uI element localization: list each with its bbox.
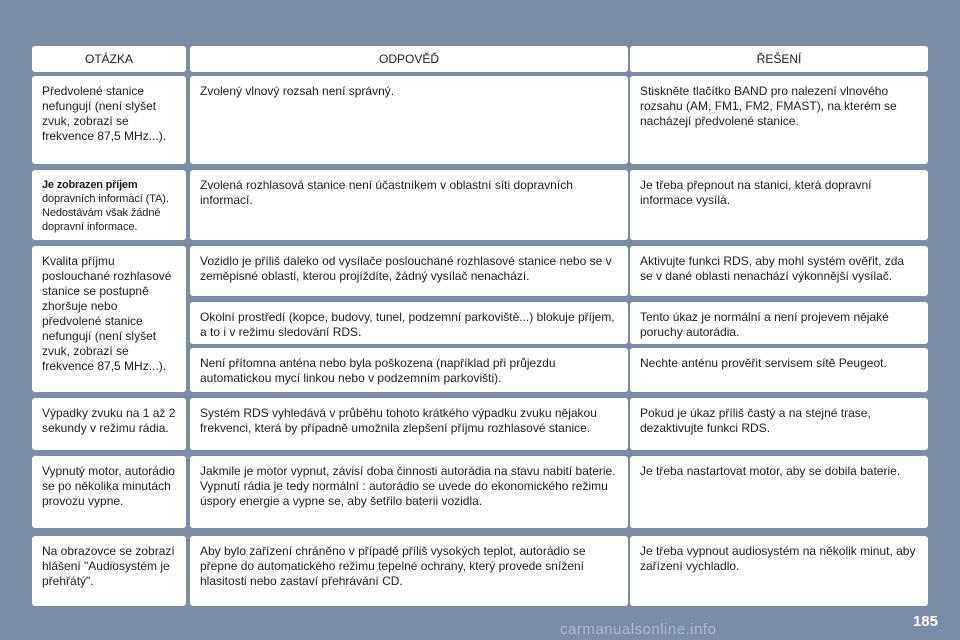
row-2-answer bbox=[190, 170, 628, 240]
row-1-question bbox=[32, 76, 186, 164]
row-3-question-text: Kvalita příjmu poslouchané rozhlasové stanice se postupně zhoršuje nebo předvolené stanice nefungují (není slyšet zvuk, zobrazí se frekvence 87,5 MHz...). bbox=[42, 254, 172, 373]
row-5-answer-text: Jakmile je motor vypnut, závisí doba činnosti autorádia na stavu nabití baterie. bbox=[200, 464, 616, 478]
row-3-answer-1 bbox=[190, 246, 628, 296]
row-3-solution-2-text: Tento úkaz je normální a není projevem nějaké poruchy autorádia. bbox=[640, 310, 889, 339]
header-answer-label: ODPOVĚĎ bbox=[378, 52, 439, 66]
row-6-question bbox=[32, 536, 186, 606]
row-5-answer bbox=[190, 456, 628, 528]
page-number: 185 bbox=[912, 613, 938, 630]
row-1-solution bbox=[630, 76, 928, 164]
row-5-question-text: Vypnutý motor, autorádio se po několika minutách provozu vypne. bbox=[42, 464, 175, 508]
header-question bbox=[32, 46, 186, 72]
row-3-answer-2 bbox=[190, 302, 628, 344]
row-3-question bbox=[32, 246, 186, 392]
row-3-solution-2 bbox=[630, 302, 928, 344]
row-3-answer-3-text: Není přítomna anténa nebo byla poškozena (například při průjezdu automatickou mycí linkou nebo v podzemním parkovišti). bbox=[200, 356, 556, 385]
row-4-solution-text: Pokud je úkaz příliš častý a na stejné trase, dezaktivujte funkci RDS. bbox=[640, 406, 871, 435]
row-3-solution-3-text: Nechte anténu prověřit servisem sítě Peugeot. bbox=[640, 356, 887, 370]
row-2-question-bold: Je zobrazen příjem bbox=[42, 179, 138, 191]
row-2-question-text: dopravních informací (TA). Nedostávám však žádné dopravní informace. bbox=[42, 193, 169, 233]
row-4-question-text: Výpadky zvuku na 1 až 2 sekundy v režimu rádia. bbox=[42, 406, 176, 435]
row-6-solution-text: Je třeba vypnout audiosystém na několik minut, aby zařízení vychladlo. bbox=[640, 544, 916, 573]
row-6-answer-text: Aby bylo zařízení chráněno v případě příliš vysokých teplot, autorádio se přepne do automatického režimu tepelné ochrany, který provede snížení hlasitosti nebo zastaví přehrávání CD. bbox=[200, 544, 586, 588]
row-2-solution-text: Je třeba přepnout na stanici, která dopravní informace vysílá. bbox=[640, 178, 872, 207]
row-6-question-text: Na obrazovce se zobrazí hlášení "Audiosystém je přehřátý". bbox=[42, 544, 175, 588]
row-6-solution bbox=[630, 536, 928, 606]
row-4-answer bbox=[190, 398, 628, 450]
row-1-answer bbox=[190, 76, 628, 164]
row-4-solution bbox=[630, 398, 928, 450]
row-4-question bbox=[32, 398, 186, 450]
row-3-solution-1-text: Aktivujte funkci RDS, aby mohl systém ověřit, zda se v dané oblasti nenachází výkonnější vysílač. bbox=[640, 254, 905, 283]
row-3-answer-1-text: Vozidlo je příliš daleko od vysílače poslouchané rozhlasové stanice nebo se v zeměpisné oblasti, kterou projíždíte, žádný vysílač nenachází. bbox=[200, 254, 612, 283]
row-2-solution bbox=[630, 170, 928, 240]
header-solution-label: ŘEŠENÍ bbox=[756, 52, 802, 66]
row-5-question bbox=[32, 456, 186, 528]
row-5-solution-text: Je třeba nastartovat motor, aby se dobila baterie. bbox=[640, 464, 901, 478]
row-1-answer-text: Zvolený vlnový rozsah není správný. bbox=[200, 84, 395, 98]
row-2-answer-text: Zvolená rozhlasová stanice není účastníkem v oblastní síti dopravních informací. bbox=[200, 178, 573, 207]
header-question-label: OTÁZKA bbox=[84, 52, 133, 66]
row-3-solution-1 bbox=[630, 246, 928, 296]
header-solution bbox=[630, 46, 928, 72]
row-5-answer-text-2: Vypnutí rádia je tedy normální : autorádio se uvede do ekonomického režimu úspory energie a vypne se, aby šetřilo baterii vozidla. bbox=[200, 479, 608, 508]
watermark: carmanualsonline.info bbox=[560, 621, 717, 638]
row-5-solution bbox=[630, 456, 928, 528]
row-6-answer bbox=[190, 536, 628, 606]
row-3-answer-2-text: Okolní prostředí (kopce, budovy, tunel, podzemní parkoviště...) blokuje příjem, a to i v režimu sledování RDS. bbox=[200, 310, 615, 339]
row-2-question bbox=[32, 170, 186, 240]
row-4-answer-text: Systém RDS vyhledává v průběhu tohoto krátkého výpadku zvuku nějakou frekvenci, která by případně umožnila zlepšení příjmu rozhlasové stanice. bbox=[200, 406, 597, 435]
row-3-solution-3 bbox=[630, 348, 928, 392]
row-3-answer-3 bbox=[190, 348, 628, 392]
header-answer bbox=[190, 46, 628, 72]
row-1-question-text: Předvolené stanice nefungují (není slyšet zvuk, zobrazí se frekvence 87,5 MHz...). bbox=[42, 84, 167, 143]
row-1-solution-text: Stiskněte tlačítko BAND pro nalezení vlnového rozsahu (AM, FM1, FM2, FMAST), na kterém se nacházejí předvolené stanice. bbox=[640, 84, 897, 128]
